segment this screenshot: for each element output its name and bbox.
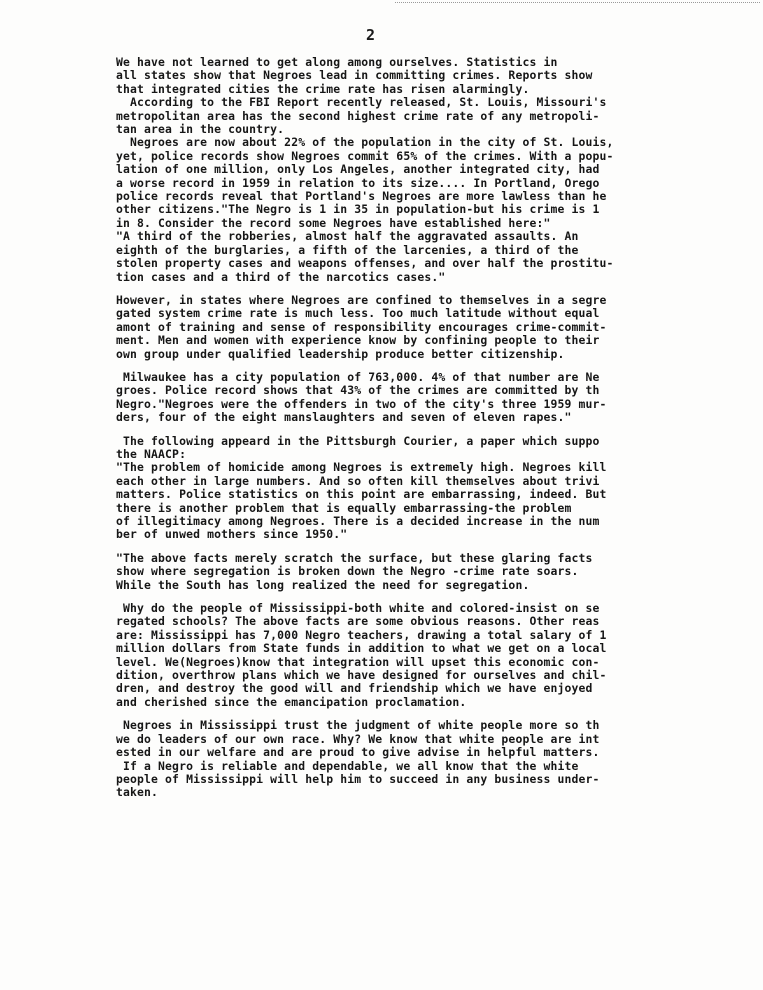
text-line: gated system crime rate is much less. Too much latitude without equal <box>116 307 600 321</box>
text-line: Negroes in Mississippi trust the judgment of white people more so th <box>116 719 600 733</box>
text-line: level. We(Negroes)know that integration will upset this economic con- <box>116 655 600 669</box>
paragraph <box>116 294 752 361</box>
text-line: "The problem of homicide among Negroes is extremely high. Negroes kill <box>116 461 607 475</box>
text-line: other citizens."The Negro is 1 in 35 in population-but his crime is 1 <box>116 203 600 217</box>
text-line: and cherished since the emancipation proclamation. <box>116 695 467 709</box>
text-line: police records reveal that Portland's Negroes are more lawless than he <box>116 190 607 204</box>
text-line: we do leaders of our own race. Why? We know that white people are int <box>116 732 600 746</box>
text-line: there is another problem that is equally embarrassing-the problem <box>116 501 572 515</box>
body-text <box>116 56 752 800</box>
text-line: million dollars from State funds in addition to what we get on a local <box>116 642 607 656</box>
paragraph-gap <box>116 425 752 435</box>
text-line: We have not learned to get along among ourselves. Statistics in <box>116 56 558 69</box>
text-line: dition, overthrow plans which we have designed for ourselves and chil- <box>116 669 607 683</box>
text-line: "A third of the robberies, almost half the aggravated assaults. An <box>116 230 579 244</box>
paragraph <box>116 760 752 800</box>
text-line: all states show that Negroes lead in committing crimes. Reports show <box>116 69 593 83</box>
text-line: the NAACP: <box>116 447 187 461</box>
paragraph <box>116 56 752 96</box>
text-line: amont of training and sense of responsibility encourages crime-commit- <box>116 320 607 334</box>
paragraph <box>116 96 752 136</box>
page-number: 2 <box>366 26 376 44</box>
paragraph-gap <box>116 709 752 719</box>
text-line: ment. Men and women with experience know by confining people to their <box>116 334 600 348</box>
text-line: However, in states where Negroes are confined to themselves in a segre <box>116 293 607 307</box>
text-line: tion cases and a third of the narcotics cases." <box>116 270 446 284</box>
text-line: ders, four of the eight manslaughters and seven of eleven rapes." <box>116 411 572 425</box>
text-line: groes. Police record shows that 43% of the crimes are committed by th <box>116 384 600 398</box>
text-line: According to the FBI Report recently released, St. Louis, Missouri's <box>116 96 607 110</box>
text-line: in 8. Consider the record some Negroes have established here:" <box>116 216 551 230</box>
text-line: tan area in the country. <box>116 123 285 137</box>
text-line: The following appeard in the Pittsburgh Courier, a paper which suppo <box>116 434 600 448</box>
text-line: lation of one million, only Los Angeles, another integrated city, had <box>116 163 600 177</box>
text-line: of illegitimacy among Negroes. There is a decided increase in the num <box>116 515 600 528</box>
text-line: "The above facts merely scratch the surface, but these glaring facts <box>116 551 593 565</box>
text-line: people of Mississippi will help him to succeed in any business under- <box>116 772 600 786</box>
text-line: If a Negro is reliable and dependable, we all know that the white <box>116 759 579 773</box>
paragraph <box>116 602 752 709</box>
text-line: that integrated cities the crime rate has risen alarmingly. <box>116 82 530 96</box>
text-line: yet, police records show Negroes commit 65% of the crimes. With a popu- <box>116 149 614 163</box>
text-line: show where segregation is broken down the Negro -crime rate soars. <box>116 565 579 579</box>
paragraph <box>116 136 752 283</box>
text-line: Negro."Negroes were the offenders in two of the city's three 1959 mur- <box>116 397 607 411</box>
text-line: matters. Police statistics on this point are embarrassing, indeed. But <box>116 488 607 502</box>
text-line: regated schools? The above facts are some obvious reasons. Other reas <box>116 615 600 629</box>
text-line: taken. <box>116 786 159 800</box>
text-line: Why do the people of Mississippi-both white and colored-insist on se <box>116 602 600 616</box>
text-line: ested in our welfare and are proud to give advise in helpful matters. <box>116 746 600 760</box>
paragraph-gap <box>116 361 752 371</box>
top-dotted-rule <box>395 2 760 3</box>
text-line: dren, and destroy the good will and friendship which we have enjoyed <box>116 682 593 696</box>
text-line: stolen property cases and weapons offenses, and over half the prostitu- <box>116 257 614 271</box>
text-line: metropolitan area has the second highest crime rate of any metropoli- <box>116 109 600 123</box>
paragraph <box>116 435 752 542</box>
text-line: Negroes are now about 22% of the population in the city of St. Louis, <box>116 136 614 150</box>
paragraph <box>116 371 752 425</box>
paragraph-gap <box>116 592 752 602</box>
text-line: While the South has long realized the need for segregation. <box>116 578 530 592</box>
text-line: eighth of the burglaries, a fifth of the larcenies, a third of the <box>116 243 579 257</box>
paragraph <box>116 552 752 592</box>
text-line: each other in large numbers. And so often kill themselves about trivi <box>116 474 600 488</box>
paragraph <box>116 719 752 759</box>
text-line: are: Mississippi has 7,000 Negro teachers, drawing a total salary of 1 <box>116 628 607 642</box>
paragraph-gap <box>116 284 752 294</box>
paragraph-gap <box>116 542 752 552</box>
text-line: ber of unwed mothers since 1950." <box>116 528 348 542</box>
text-line: a worse record in 1959 in relation to its size.... In Portland, Orego <box>116 176 600 190</box>
text-line: own group under qualified leadership produce better citizenship. <box>116 347 565 361</box>
text-line: Milwaukee has a city population of 763,000. 4% of that number are Ne <box>116 370 600 384</box>
